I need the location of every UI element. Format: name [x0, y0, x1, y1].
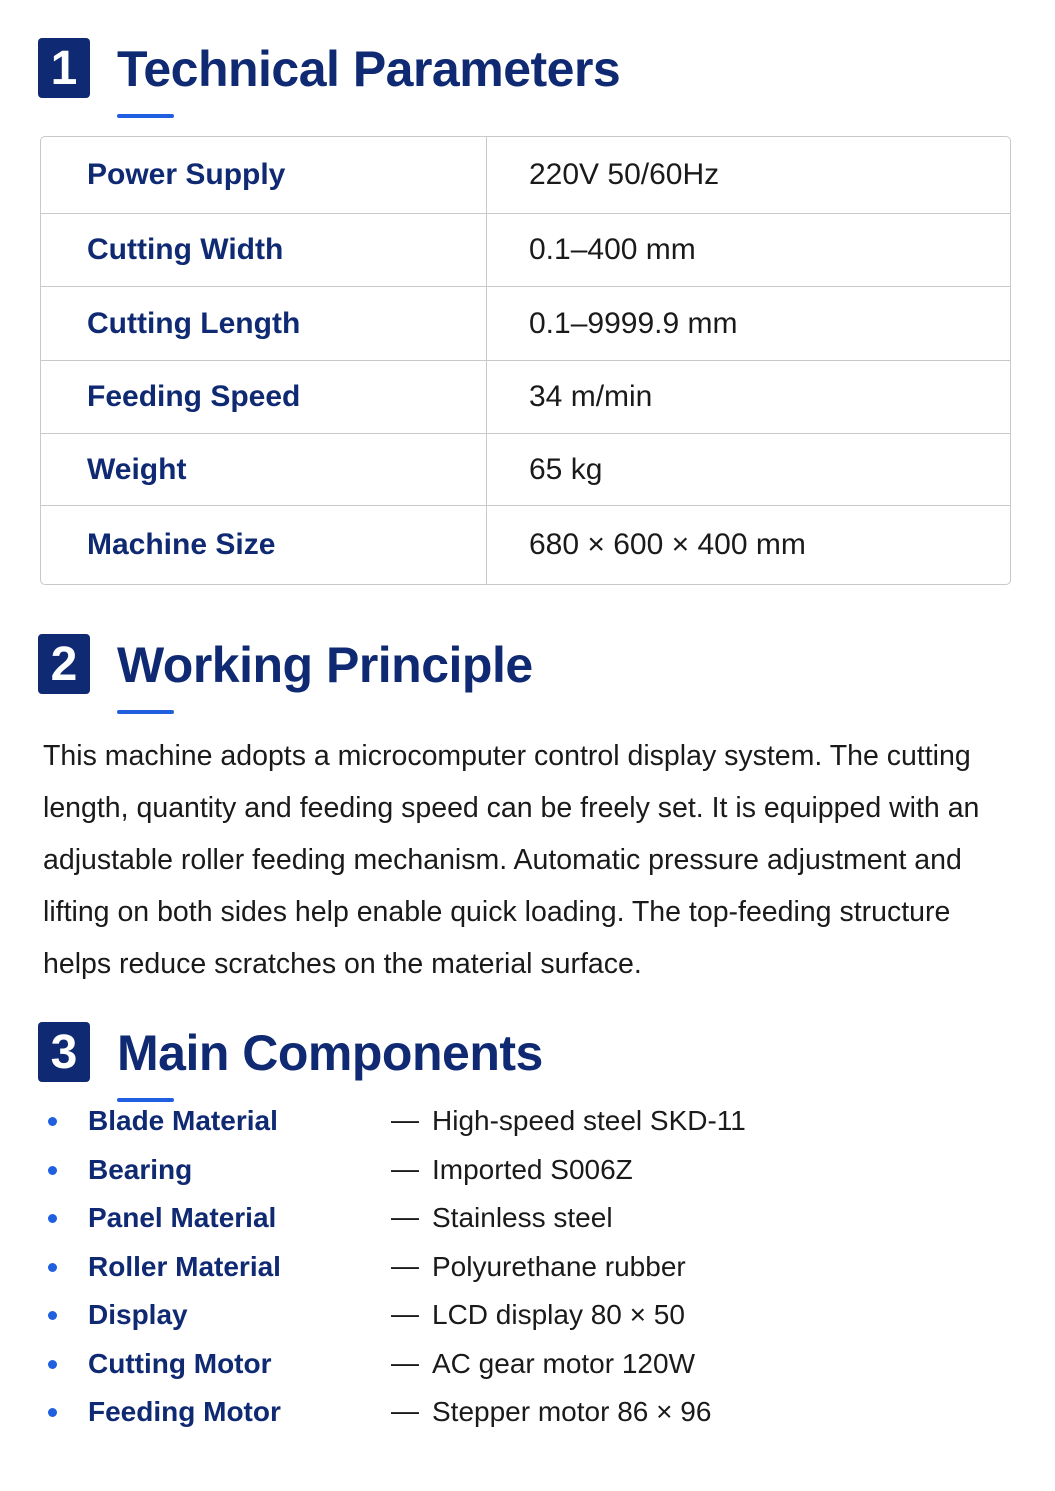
parameter-value: 0.1–9999.9 mm	[487, 287, 1010, 361]
dash-separator: —	[391, 1346, 419, 1378]
list-item	[40, 1391, 940, 1440]
list-item	[40, 1197, 940, 1246]
list-item	[40, 1343, 940, 1392]
dash-separator: —	[391, 1104, 419, 1135]
parameter-value: 65 kg	[487, 434, 1010, 506]
component-name: Roller Material	[88, 1250, 281, 1282]
bullet-icon	[48, 1117, 57, 1126]
parameters-table	[40, 136, 1011, 585]
section-number-badge: 3	[38, 1022, 90, 1082]
table-row	[41, 287, 1010, 361]
table-row	[41, 361, 1010, 434]
list-item	[40, 1294, 940, 1343]
parameter-name: Weight	[41, 434, 487, 506]
parameter-name: Feeding Speed	[41, 361, 487, 434]
parameter-value: 680 × 600 × 400 mm	[529, 528, 806, 561]
dash-separator: —	[391, 1201, 419, 1232]
component-name: Blade Material	[88, 1105, 278, 1136]
title-underline	[117, 114, 174, 118]
table-row	[41, 214, 1010, 287]
list-item	[40, 1149, 940, 1198]
bullet-icon	[48, 1408, 57, 1417]
table-row	[41, 506, 1010, 584]
component-value: AC gear motor 120W	[432, 1347, 695, 1379]
section-title: Working Principle	[117, 637, 533, 693]
component-value: Stepper motor 86 × 96	[432, 1396, 712, 1427]
list-item	[40, 1100, 940, 1149]
component-name: Bearing	[88, 1153, 193, 1185]
section-number-badge: 1	[38, 38, 90, 98]
parameter-name: Machine Size	[41, 506, 487, 584]
working-principle-text: This machine adopts a microcomputer control display system. The cutting length, quantity and feeding speed can be freely set. It is equipped with an adjustable roller feeding mechanism. Automatic pressure adjustment and lifting on both sides help enable quick loading. The top-feeding structure helps reduce scratches on the material surface.	[43, 740, 980, 980]
bullet-icon	[48, 1360, 57, 1369]
parameter-name: Cutting Length	[41, 287, 487, 361]
components-list	[40, 1100, 940, 1440]
component-name: Feeding Motor	[88, 1396, 281, 1427]
parameter-value: 34 m/min	[487, 361, 1010, 434]
component-value: Polyurethane rubber	[432, 1250, 686, 1282]
list-item	[40, 1246, 940, 1295]
dash-separator: —	[391, 1152, 419, 1184]
component-value: Imported S006Z	[432, 1153, 633, 1185]
component-name: Cutting Motor	[88, 1347, 272, 1379]
bullet-icon	[48, 1311, 57, 1320]
section-title: Technical Parameters	[117, 41, 621, 97]
table-row	[41, 434, 1010, 506]
parameter-value: 0.1–400 mm	[487, 214, 1010, 287]
dash-separator: —	[391, 1298, 419, 1329]
title-underline	[117, 710, 174, 714]
component-name: Panel Material	[88, 1202, 277, 1233]
component-value: Stainless steel	[432, 1202, 613, 1233]
bullet-icon	[48, 1166, 57, 1175]
dash-separator: —	[391, 1395, 419, 1426]
parameter-value: 220V 50/60Hz	[487, 137, 1010, 214]
dash-separator: —	[391, 1249, 419, 1281]
section-number-badge: 2	[38, 634, 90, 694]
section-title: Main Components	[117, 1025, 543, 1081]
bullet-icon	[48, 1214, 57, 1223]
parameter-name: Power Supply	[41, 137, 487, 214]
parameter-name: Cutting Width	[41, 214, 487, 287]
component-value: High-speed steel SKD-11	[432, 1105, 746, 1136]
component-value: LCD display 80 × 50	[432, 1299, 685, 1330]
bullet-icon	[48, 1263, 57, 1272]
table-row	[41, 137, 1010, 214]
component-name: Display	[88, 1299, 188, 1330]
